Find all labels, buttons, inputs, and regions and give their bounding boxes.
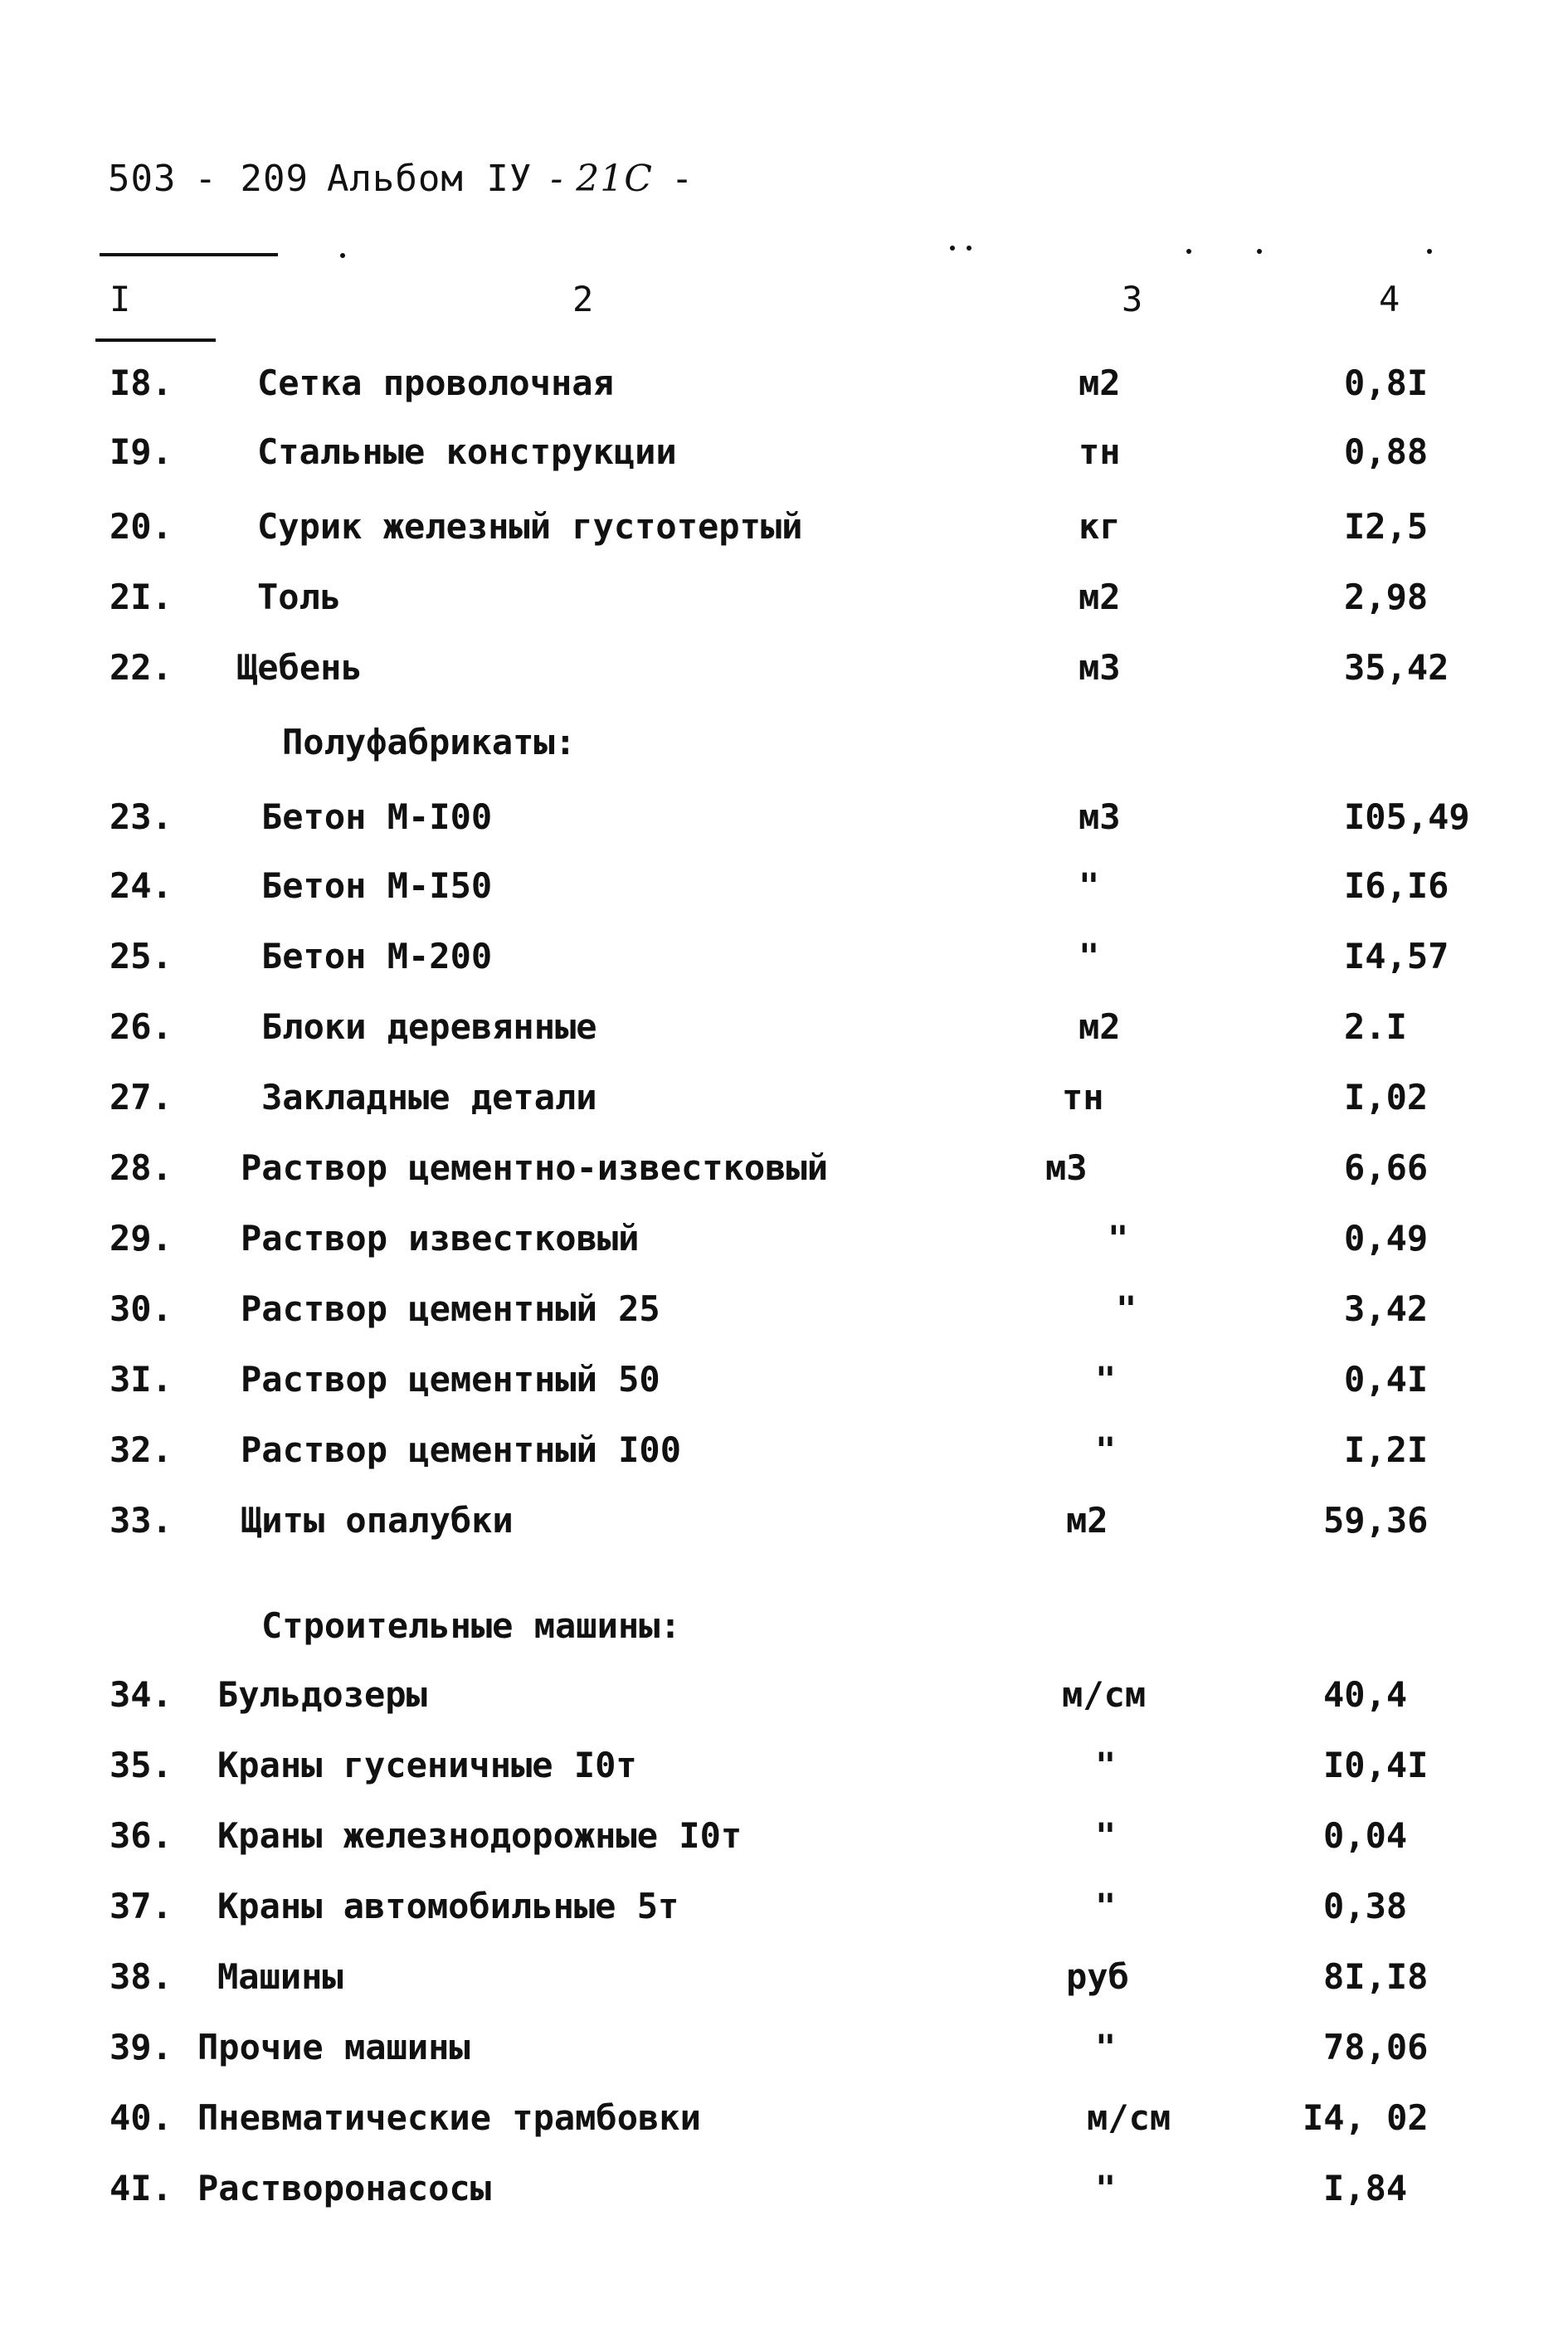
row-number: 30. [110,1288,173,1329]
row-unit: " [1095,2027,1117,2067]
row-unit: м2 [1066,1500,1108,1541]
table-row [0,796,1568,846]
row-number: 40. [110,2097,173,2138]
row-unit: " [1095,1359,1117,1400]
row-unit: " [1095,1429,1117,1470]
row-name: Щебень [236,647,363,688]
row-name: Пневматические трамбовки [197,2097,701,2138]
row-unit: м3 [1079,647,1121,688]
row-unit: " [1095,1745,1117,1785]
row-name: Машины [217,1956,343,1997]
row-value: 35,42 [1344,647,1449,688]
row-name: Прочие машины [197,2027,470,2067]
table-row [0,431,1568,481]
table-row [0,577,1568,626]
row-unit: " [1108,1218,1129,1259]
row-name: Закладные детали [261,1077,597,1118]
table-row [0,1359,1568,1409]
document-code: 503 [108,158,177,200]
page-header [108,158,712,200]
row-number: I9. [110,431,173,472]
scan-dot [967,246,971,251]
row-number: 28. [110,1147,173,1188]
row-number: 3I. [110,1359,173,1400]
scan-dot [340,253,345,258]
row-number: 36. [110,1815,173,1856]
row-value: 2,98 [1344,577,1429,617]
column-header-rule [95,338,216,342]
row-value: I4,57 [1344,936,1449,976]
table-row [0,506,1568,556]
table-row [0,1147,1568,1197]
row-number: 35. [110,1745,173,1785]
table-row [0,936,1568,986]
header-dash: - [670,158,694,200]
scan-dot [950,246,955,251]
row-unit: м2 [1079,363,1121,403]
row-number: 38. [110,1956,173,1997]
row-name: Блоки деревянные [261,1006,597,1047]
row-number: 4I. [110,2168,173,2208]
row-unit: руб [1066,1956,1129,1997]
row-name: Бетон М-200 [261,936,493,976]
table-row [0,1674,1568,1724]
row-unit: м3 [1045,1147,1088,1188]
row-unit: м2 [1079,577,1121,617]
row-unit: " [1095,2168,1117,2208]
table-row [0,1288,1568,1338]
row-value: I6,I6 [1344,865,1449,906]
row-number: 2I. [110,577,173,617]
album-label: Альбом IУ [326,158,533,200]
row-unit: тн [1079,431,1121,472]
header-rule [100,253,278,256]
table-row [0,1500,1568,1550]
row-name: Бетон М-I00 [261,796,493,837]
table-row [0,1745,1568,1794]
row-number: 25. [110,936,173,976]
table-row [0,2168,1568,2218]
row-number: 33. [110,1500,173,1541]
row-number: 29. [110,1218,173,1259]
row-name: Сурик железный густотертый [257,506,803,547]
column-header-2: 2 [572,279,594,319]
row-value: 0,49 [1344,1218,1429,1259]
row-number: 26. [110,1006,173,1047]
row-name: Краны гусеничные I0т [217,1745,637,1785]
row-unit: м2 [1079,1006,1121,1047]
table-row [0,647,1568,697]
row-name: Раствор цементный I00 [241,1429,682,1470]
row-number: 27. [110,1077,173,1118]
row-number: 32. [110,1429,173,1470]
row-value: 6,66 [1344,1147,1429,1188]
scan-dot [1257,249,1262,254]
row-name: Толь [257,577,342,617]
table-row [0,1886,1568,1936]
row-name: Бульдозеры [217,1674,427,1715]
row-number: 39. [110,2027,173,2067]
table-row [0,2027,1568,2077]
row-name: Щиты опалубки [241,1500,514,1541]
row-value: 2.I [1344,1006,1407,1047]
row-unit: " [1116,1288,1137,1329]
table-row [0,1218,1568,1268]
row-value: I2,5 [1344,506,1429,547]
row-value: 0,88 [1344,431,1429,472]
table-row [0,1815,1568,1865]
table-row [0,1077,1568,1127]
row-name: Стальные конструкции [257,431,677,472]
row-number: I8. [110,363,173,403]
table-row [0,1429,1568,1479]
row-name: Раствор цементный 25 [241,1288,660,1329]
row-name: Краны железнодорожные I0т [217,1815,743,1856]
row-value: I,2I [1344,1429,1429,1470]
column-header-3: 3 [1122,279,1143,319]
row-name: Раствор цементный 50 [241,1359,660,1400]
row-value: 0,4I [1344,1359,1429,1400]
row-value: I0,4I [1323,1745,1429,1785]
table-row [0,1006,1568,1056]
table-row [0,865,1568,915]
row-name: Бетон М-I50 [261,865,493,906]
row-unit: тн [1062,1077,1104,1118]
table-row [0,1956,1568,2006]
row-value: 0,38 [1323,1886,1408,1926]
row-unit: " [1095,1815,1117,1856]
row-number: 22. [110,647,173,688]
row-value: 40,4 [1323,1674,1408,1715]
row-value: 0,04 [1323,1815,1408,1856]
row-name: Раствор цементно-известковый [241,1147,829,1188]
section-title: Строительные машины: [261,1605,681,1646]
section-title: Полуфабрикаты: [282,722,577,762]
row-unit: кг [1079,506,1121,547]
column-header-4: 4 [1379,279,1400,319]
row-number: 24. [110,865,173,906]
row-number: 23. [110,796,173,837]
document-number: - 209 [194,158,309,200]
row-value: I,84 [1323,2168,1408,2208]
row-name: Растворонасосы [197,2168,492,2208]
page-mark: - 21С [550,158,653,200]
row-unit: м/см [1087,2097,1171,2138]
row-name: Краны автомобильные 5т [217,1886,679,1926]
row-number: 37. [110,1886,173,1926]
row-number: 20. [110,506,173,547]
row-value: I05,49 [1344,796,1470,837]
row-value: I,02 [1344,1077,1429,1118]
row-value: I4, 02 [1303,2097,1429,2138]
row-unit: " [1079,936,1100,976]
row-unit: м/см [1062,1674,1147,1715]
row-value: 59,36 [1323,1500,1429,1541]
row-number: 34. [110,1674,173,1715]
column-header-1: I [110,279,131,319]
row-value: 78,06 [1323,2027,1429,2067]
row-unit: " [1095,1886,1117,1926]
scan-dot [1186,249,1191,254]
table-row [0,363,1568,412]
scan-dot [1427,249,1432,254]
row-value: 3,42 [1344,1288,1429,1329]
row-unit: м3 [1079,796,1121,837]
row-unit: " [1079,865,1100,906]
table-row [0,2097,1568,2147]
row-name: Раствор известковый [241,1218,640,1259]
row-name: Сетка проволочная [257,363,614,403]
row-value: 8I,I8 [1323,1956,1429,1997]
row-value: 0,8I [1344,363,1429,403]
